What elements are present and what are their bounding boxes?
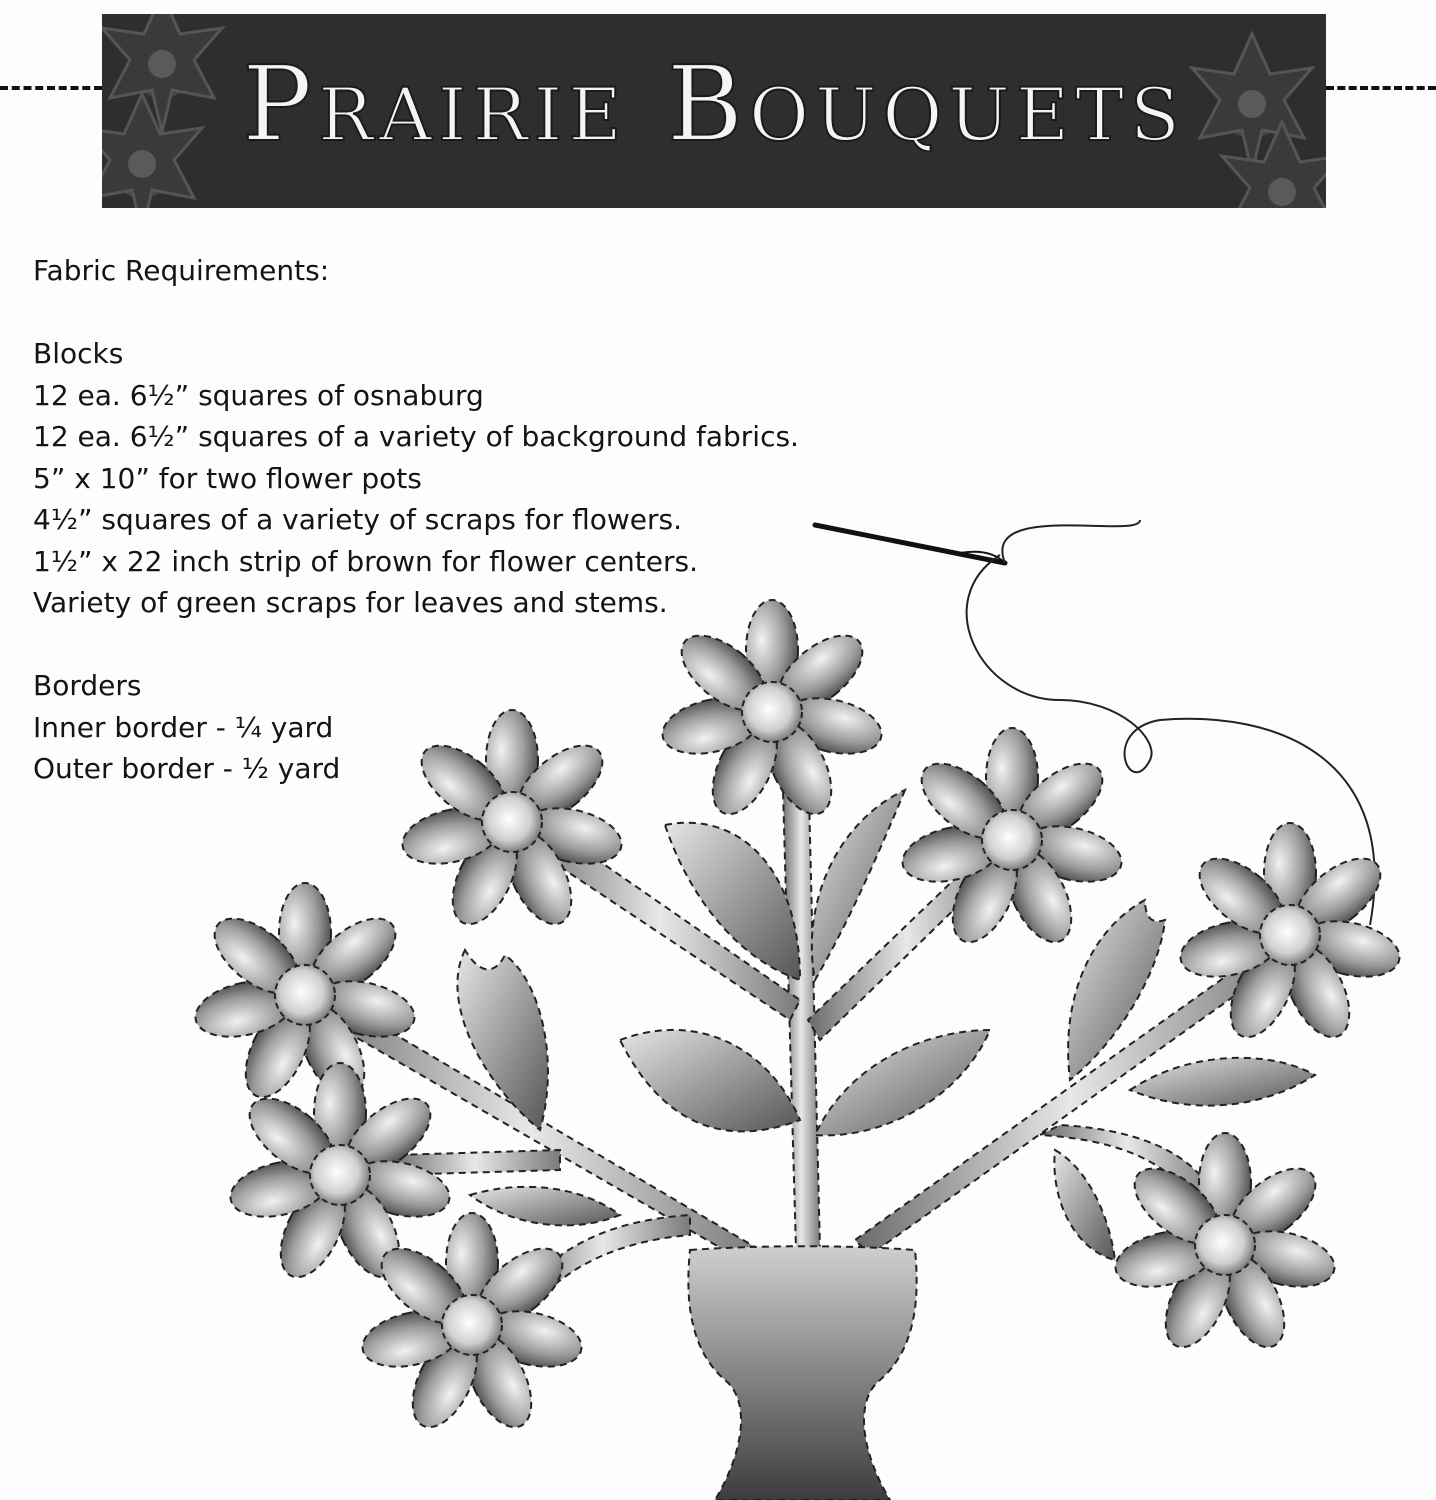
list-item: Outer border - ½ yard bbox=[33, 752, 341, 785]
flower bbox=[1110, 1133, 1340, 1357]
heading-text: Fabric Requirements: bbox=[33, 254, 330, 287]
borders-heading: Borders bbox=[33, 669, 142, 702]
list-item: Variety of green scraps for leaves and stems. bbox=[33, 586, 668, 619]
list-item: 1½” x 22 inch strip of brown for flower centers. bbox=[33, 544, 698, 578]
banner-title: Prairie Bouquets bbox=[242, 43, 1186, 165]
flower bbox=[397, 710, 627, 934]
flower-pot bbox=[688, 1246, 916, 1500]
flower bbox=[190, 883, 420, 1107]
list-item: 12 ea. 6½” squares of a variety of background fabrics. bbox=[33, 420, 799, 453]
list-item: 5” x 10” for two flower pots bbox=[33, 461, 422, 495]
list-item: 4½” squares of a variety of scraps for flowers. bbox=[33, 503, 682, 536]
flower bbox=[657, 600, 887, 824]
list-item: 12 ea. 6½” squares of osnaburg bbox=[33, 378, 484, 412]
blocks-heading: Blocks bbox=[33, 337, 124, 370]
list-item: Inner border - ¼ yard bbox=[33, 710, 334, 744]
